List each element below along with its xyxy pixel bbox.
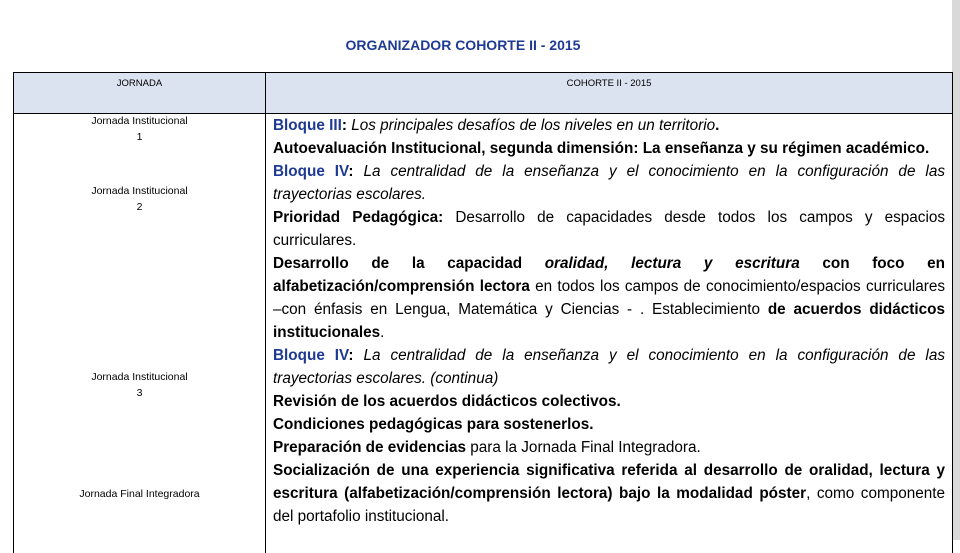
acuerdos-bold: de acuerdos didácticos institucionales <box>273 301 945 341</box>
right-edge-strip <box>952 0 960 540</box>
period: . <box>715 117 720 134</box>
row-label-line2: 1 <box>136 131 143 143</box>
paragraph-revision <box>273 390 945 413</box>
preparacion-bold: Preparación de evidencias <box>273 439 467 456</box>
row-label-jornada-2 <box>14 183 265 215</box>
bloque-label: Bloque III <box>273 117 342 134</box>
desarrollo-italic: oralidad, lectura y escritura <box>544 255 800 272</box>
row-label-jornada-3 <box>14 369 265 401</box>
row-label-line1: Jornada Institucional <box>91 185 188 197</box>
row-label-line2: 3 <box>136 387 143 399</box>
bloque-label: Bloque IV <box>273 347 349 364</box>
paragraph-bloque-iv <box>273 160 945 206</box>
table-header-row <box>14 73 952 114</box>
row-label-line1: Jornada Final Integradora <box>79 488 200 500</box>
desarrollo-bold-2: con foco en alfabetización/comprensión lectora <box>273 255 945 295</box>
header-jornada: JORNADA <box>116 78 163 89</box>
colon: : <box>348 163 354 180</box>
row-label-line1: Jornada Institucional <box>91 115 188 127</box>
socializacion-text: , como componente del portafolio institucional. <box>273 485 945 525</box>
bloque-text: Los principales desafíos de los niveles en un territorio <box>346 117 716 134</box>
revision-text: Revisión de los acuerdos didácticos colectivos. <box>273 393 621 410</box>
page-title: ORGANIZADOR COHORTE II - 2015 <box>345 37 581 53</box>
paragraph-preparacion <box>273 436 945 459</box>
cohorte-content <box>273 114 945 528</box>
desarrollo-bold: Desarrollo de la capacidad <box>273 255 545 272</box>
column-divider <box>265 73 266 553</box>
bloque-text: La centralidad de la enseñanza y el conocimiento en la configuración de las trayectorias escolares. <box>273 163 945 203</box>
row-label-line2: 2 <box>136 201 143 213</box>
paragraph-bloque-iv-continua <box>273 344 945 390</box>
paragraph-bloque-iii <box>273 114 945 137</box>
bloque-label: Bloque IV <box>273 163 349 180</box>
row-label-jornada-1 <box>14 113 265 145</box>
bloque-text: La centralidad de la enseñanza y el conocimiento en la configuración de las trayectorias escolares. (continua) <box>273 347 945 387</box>
autoevaluacion-text: Autoevaluación Institucional, segunda dimensión: La enseñanza y su régimen académico. <box>273 140 930 157</box>
prioridad-text: Desarrollo de capacidades desde todos los campos y espacios curriculares. <box>273 209 946 249</box>
preparacion-text: para la Jornada Final Integradora. <box>466 439 701 456</box>
paragraph-prioridad <box>273 206 945 252</box>
prioridad-label: Prioridad Pedagógica: <box>273 209 444 226</box>
condiciones-text: Condiciones pedagógicas para sostenerlos. <box>273 416 594 433</box>
socializacion-bold: Socialización de una experiencia significativa referida al desarrollo de oralidad, lectura y escritura (alfabetización/comprensión lectora) bajo la modalidad póster <box>273 462 945 502</box>
header-cohorte: COHORTE II - 2015 <box>566 78 652 89</box>
paragraph-autoevaluacion <box>273 137 945 160</box>
desarrollo-text: en todos los campos de conocimiento/espacios curriculares –con énfasis en Lengua, Matemática y Ciencias - . Establecimiento <box>273 278 945 318</box>
colon: : <box>341 117 347 134</box>
colon: : <box>348 347 354 364</box>
paragraph-socializacion <box>273 459 945 528</box>
row-label-jornada-final <box>14 486 265 502</box>
row-label-line1: Jornada Institucional <box>91 371 188 383</box>
paragraph-desarrollo <box>273 252 945 344</box>
organizer-table <box>13 72 953 553</box>
period: . <box>380 324 385 341</box>
paragraph-condiciones <box>273 413 945 436</box>
